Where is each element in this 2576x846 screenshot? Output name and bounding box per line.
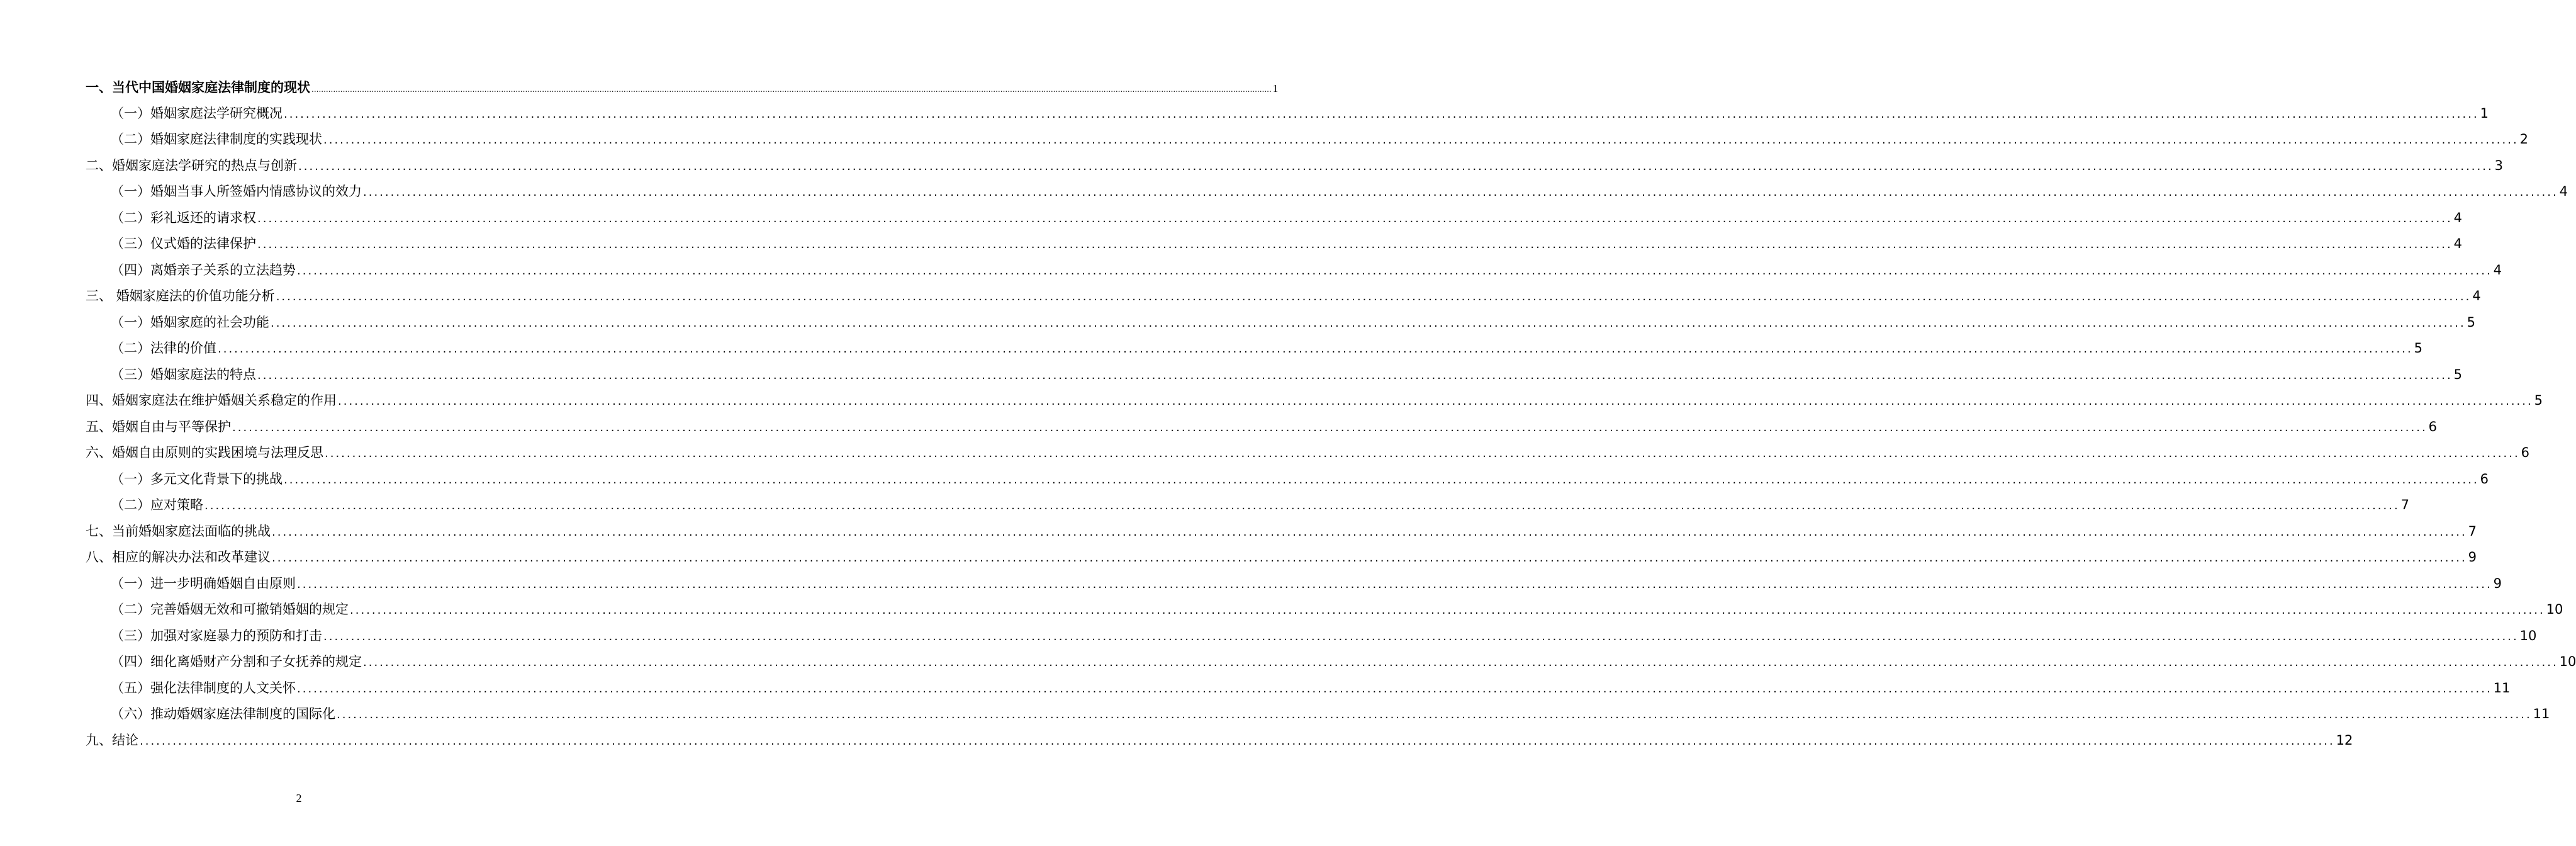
toc-entry-title: （二）彩礼返还的请求权	[111, 210, 256, 225]
toc-entry	[86, 388, 2543, 414]
toc-leader-dots: ................................................................................................................................................................................................................................................................................................................................................................................................................	[298, 159, 2494, 173]
toc-entry-title: 一、当代中国婚姻家庭法律制度的现状	[86, 79, 310, 95]
toc-entry-page: 4	[2559, 184, 2568, 199]
toc-entry-title: 五、婚姻自由与平等保护	[86, 419, 231, 434]
toc-leader-dots: ................................................................................................................................................................................................................................................................................................................................................................................................................	[350, 604, 2545, 617]
toc-subentry	[86, 649, 2576, 675]
toc-entry-page: 10	[2559, 654, 2576, 669]
toc-entry	[86, 74, 1279, 101]
toc-entry-title: （三）加强对家庭暴力的预防和打击	[111, 628, 322, 643]
toc-leader-dots: ................................................................................................................................................................................................................................................................................................................................................................................................................	[276, 290, 2472, 303]
toc-leader-dots: ................................................................................................................................................................................................................................................................................................................................................................................................................	[257, 238, 2453, 251]
toc-entry-title: 六、婚姻自由原则的实践困境与法理反思	[86, 445, 323, 460]
toc-leader-dots: ................................................................................................................................................................................................................................................................................................................................................................................................................	[140, 734, 2335, 748]
toc-subentry	[86, 310, 2476, 336]
toc-entry-page: 4	[2453, 210, 2463, 225]
toc-leader-dots: ................................................................................................................................................................................................................................................................................................................................................................................................................	[218, 342, 2413, 356]
toc-subentry	[86, 127, 2529, 153]
table-of-contents	[86, 74, 2576, 753]
toc-entry-page: 6	[2521, 445, 2530, 460]
toc-leader-dots: ................................................................................................................................................................................................................................................................................................................................................................................................................	[363, 186, 2558, 199]
toc-entry	[86, 519, 2477, 545]
toc-entry	[86, 440, 2530, 466]
toc-subentry	[86, 571, 2502, 597]
toc-entry-title: （一）多元文化背景下的挑战	[111, 471, 283, 487]
toc-entry-page: 5	[2453, 366, 2463, 382]
toc-entry-title: （六）推动婚姻家庭法律制度的国际化	[111, 706, 335, 721]
toc-entry-page: 7	[2400, 497, 2410, 512]
toc-leader-dots: ................................................................................................................................................................................................................................................................................................................................................................................................................	[338, 395, 2533, 408]
toc-leader-dots: ................................................................................................................................................................................................................................................................................................................................................................................................................	[337, 708, 2532, 721]
toc-entry	[86, 728, 2353, 754]
toc-subentry	[86, 675, 2511, 702]
toc-entry-title: （二）应对策略	[111, 497, 203, 512]
toc-leader-dots: ................................................................................................................................................................................................................................................................................................................................................................................................................	[311, 85, 1272, 94]
toc-leader-dots: ................................................................................................................................................................................................................................................................................................................................................................................................................	[363, 656, 2558, 669]
toc-leader-dots: ................................................................................................................................................................................................................................................................................................................................................................................................................	[297, 682, 2492, 696]
toc-entry-page: 6	[2428, 419, 2438, 434]
toc-subentry	[86, 701, 2550, 728]
toc-entry	[86, 544, 2477, 571]
toc-entry	[86, 283, 2481, 310]
toc-entry-page: 9	[2493, 575, 2502, 591]
toc-entry-page: 4	[2472, 288, 2481, 303]
toc-subentry	[86, 101, 2489, 127]
toc-entry-title: （一）婚姻当事人所签婚内情感协议的效力	[111, 184, 362, 199]
toc-entry-title: 三、 婚姻家庭法的价值功能分析	[86, 288, 275, 303]
toc-entry-title: 二、婚姻家庭法学研究的热点与创新	[86, 157, 297, 173]
toc-entry-title: （四）细化离婚财产分割和子女抚养的规定	[111, 654, 362, 669]
toc-subentry	[86, 205, 2463, 232]
toc-subentry	[86, 179, 2568, 205]
toc-entry-title: （四）离婚亲子关系的立法趋势	[111, 262, 296, 278]
toc-entry-title: 七、当前婚姻家庭法面临的挑战	[86, 523, 271, 539]
toc-subentry	[86, 336, 2423, 362]
page-number: 2	[296, 792, 302, 804]
toc-leader-dots: ................................................................................................................................................................................................................................................................................................................................................................................................................	[323, 629, 2519, 643]
toc-entry-title: （五）强化法律制度的人文关怀	[111, 680, 296, 696]
toc-entry-title: 九、结论	[86, 732, 138, 748]
toc-entry-title: （二）婚姻家庭法律制度的实践现状	[111, 132, 322, 147]
toc-entry-page: 5	[2414, 341, 2423, 356]
toc-entry-page: 1	[2480, 105, 2489, 121]
toc-leader-dots: ................................................................................................................................................................................................................................................................................................................................................................................................................	[232, 420, 2428, 434]
toc-entry-page: 6	[2480, 471, 2489, 487]
toc-entry-page: 5	[2467, 314, 2476, 330]
toc-leader-dots: ................................................................................................................................................................................................................................................................................................................................................................................................................	[323, 133, 2519, 147]
toc-entry	[86, 414, 2438, 441]
toc-entry-page: 10	[2546, 602, 2563, 617]
toc-subentry	[86, 597, 2563, 623]
toc-leader-dots: ................................................................................................................................................................................................................................................................................................................................................................................................................	[284, 107, 2479, 121]
toc-entry-title: （一）婚姻家庭的社会功能	[111, 314, 269, 330]
toc-leader-dots: ................................................................................................................................................................................................................................................................................................................................................................................................................	[284, 473, 2479, 487]
toc-entry-title: （三）婚姻家庭法的特点	[111, 366, 256, 382]
toc-entry-page: 11	[2493, 680, 2511, 696]
toc-entry-page: 12	[2336, 732, 2353, 748]
toc-leader-dots: ................................................................................................................................................................................................................................................................................................................................................................................................................	[257, 212, 2453, 225]
toc-leader-dots: ................................................................................................................................................................................................................................................................................................................................................................................................................	[272, 551, 2467, 565]
toc-entry-page: 4	[2453, 236, 2463, 251]
toc-entry-title: （一）婚姻家庭法学研究概况	[111, 105, 283, 121]
toc-entry-title: （三）仪式婚的法律保护	[111, 236, 256, 251]
toc-leader-dots: ................................................................................................................................................................................................................................................................................................................................................................................................................	[204, 499, 2400, 512]
toc-entry-page: 1	[1272, 82, 1279, 94]
toc-leader-dots: ................................................................................................................................................................................................................................................................................................................................................................................................................	[325, 447, 2520, 460]
toc-entry-title: 四、婚姻家庭法在维护婚姻关系稳定的作用	[86, 393, 337, 408]
toc-entry-page: 5	[2534, 393, 2543, 408]
toc-subentry	[86, 466, 2489, 493]
toc-subentry	[86, 492, 2410, 519]
toc-subentry	[86, 623, 2537, 650]
toc-leader-dots: ................................................................................................................................................................................................................................................................................................................................................................................................................	[257, 368, 2453, 382]
toc-entry-page: 4	[2493, 262, 2502, 278]
toc-leader-dots: ................................................................................................................................................................................................................................................................................................................................................................................................................	[272, 525, 2467, 539]
toc-entry-page: 9	[2468, 550, 2477, 565]
toc-leader-dots: ................................................................................................................................................................................................................................................................................................................................................................................................................	[297, 577, 2492, 591]
toc-entry-title: 八、相应的解决办法和改革建议	[86, 550, 271, 565]
toc-entry-title: （一）进一步明确婚姻自由原则	[111, 575, 296, 591]
toc-subentry	[86, 231, 2463, 257]
toc-entry-page: 11	[2533, 706, 2550, 721]
toc-leader-dots: ................................................................................................................................................................................................................................................................................................................................................................................................................	[271, 316, 2466, 330]
toc-entry-page: 7	[2468, 523, 2477, 539]
toc-entry-title: （二）完善婚姻无效和可撤销婚姻的规定	[111, 602, 349, 617]
toc-entry-title: （二）法律的价值	[111, 341, 216, 356]
toc-leader-dots: ................................................................................................................................................................................................................................................................................................................................................................................................................	[297, 264, 2492, 278]
toc-entry-page: 2	[2519, 132, 2529, 147]
toc-entry-page: 10	[2519, 628, 2537, 643]
toc-entry	[86, 153, 2504, 179]
toc-subentry	[86, 362, 2463, 388]
toc-entry-page: 3	[2494, 157, 2504, 173]
toc-subentry	[86, 257, 2502, 284]
